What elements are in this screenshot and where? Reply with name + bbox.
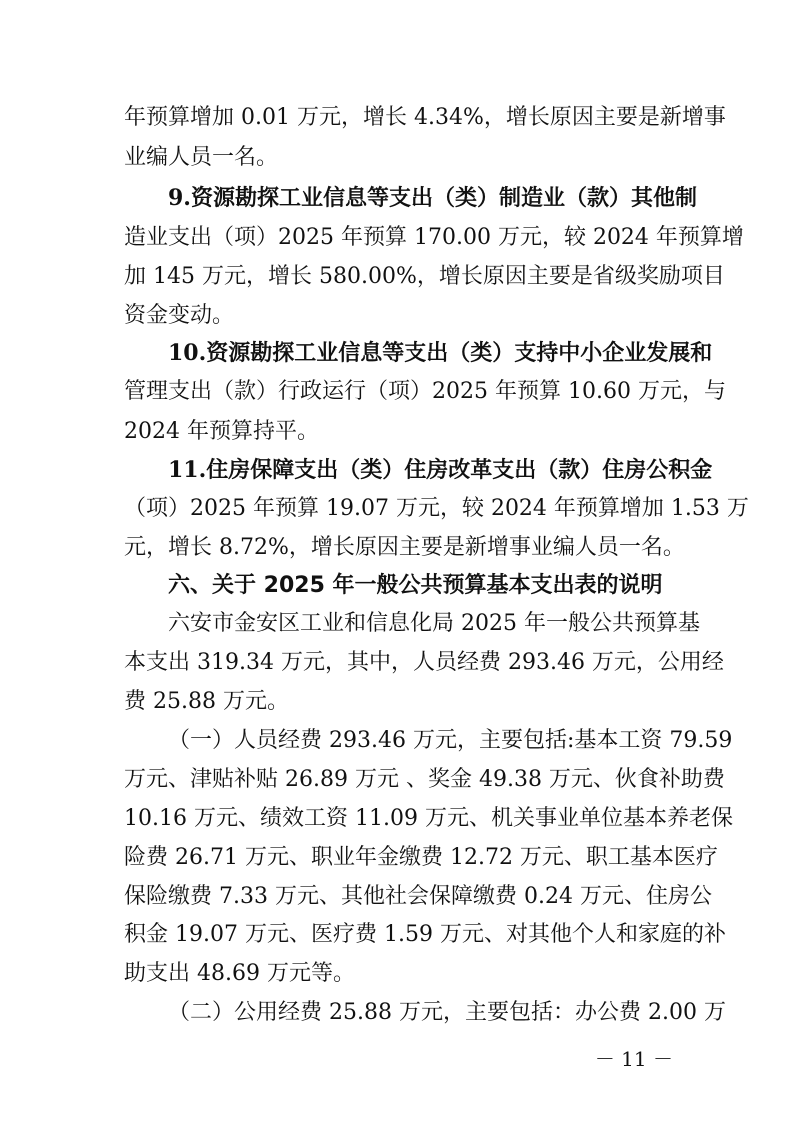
text-line: 万元、津贴补贴 26.89 万元 、奖金 49.38 万元、伙食补助费 [124, 767, 725, 792]
text-line: 元，增长 8.72%，增长原因主要是新增事业编人员一名。 [124, 535, 685, 560]
item-10-heading: 10.资源勘探工业信息等支出（类）支持中小企业发展和 [168, 340, 713, 366]
text-line: 造业支出（项）2025 年预算 170.00 万元，较 2024 年预算增 [124, 225, 744, 250]
text-line: （项）2025 年预算 19.07 万元，较 2024 年预算增加 1.53 万 [124, 496, 749, 521]
text-line: 六安市金安区工业和信息化局 2025 年一般公共预算基 [168, 611, 700, 636]
text-line: 加 145 万元，增长 580.00%，增长原因主要是省级奖励项目 [124, 264, 725, 289]
text-line: 助支出 48.69 万元等。 [124, 961, 355, 986]
personnel-expense-heading: （一）人员经费 293.46 万元，主要包括:基本工资 79.59 [168, 728, 733, 753]
text-line: 资金变动。 [124, 303, 235, 328]
item-11-heading: 11.住房保障支出（类）住房改革支出（款）住房公积金 [168, 457, 713, 483]
item-9-heading: 9.资源勘探工业信息等支出（类）制造业（款）其他制 [168, 185, 697, 211]
text-line: 保险缴费 7.33 万元、其他社会保障缴费 0.24 万元、住房公 [124, 884, 712, 909]
text-line: 业编人员一名。 [124, 145, 279, 170]
page-number: － 11 － [594, 1047, 673, 1071]
section-heading: 六、关于 2025 年一般公共预算基本支出表的说明 [168, 573, 663, 598]
text-line: 2024 年预算持平。 [124, 419, 319, 444]
text-line: 本支出 319.34 万元，其中，人员经费 293.46 万元，公用经 [124, 650, 724, 675]
text-line: 费 25.88 万元。 [124, 689, 289, 714]
text-line: 管理支出（款）行政运行（项）2025 年预算 10.60 万元，与 [124, 379, 726, 404]
public-expense-heading: （二）公用经费 25.88 万元，主要包括：办公费 2.00 万 [168, 1000, 726, 1025]
text-line: 险费 26.71 万元、职业年金缴费 12.72 万元、职工基本医疗 [124, 845, 718, 870]
text-line: 10.16 万元、绩效工资 11.09 万元、机关事业单位基本养老保 [124, 806, 733, 831]
text-line: 年预算增加 0.01 万元，增长 4.34%，增长原因主要是新增事 [124, 105, 726, 130]
text-line: 积金 19.07 万元、医疗费 1.59 万元、对其他个人和家庭的补 [124, 922, 726, 947]
